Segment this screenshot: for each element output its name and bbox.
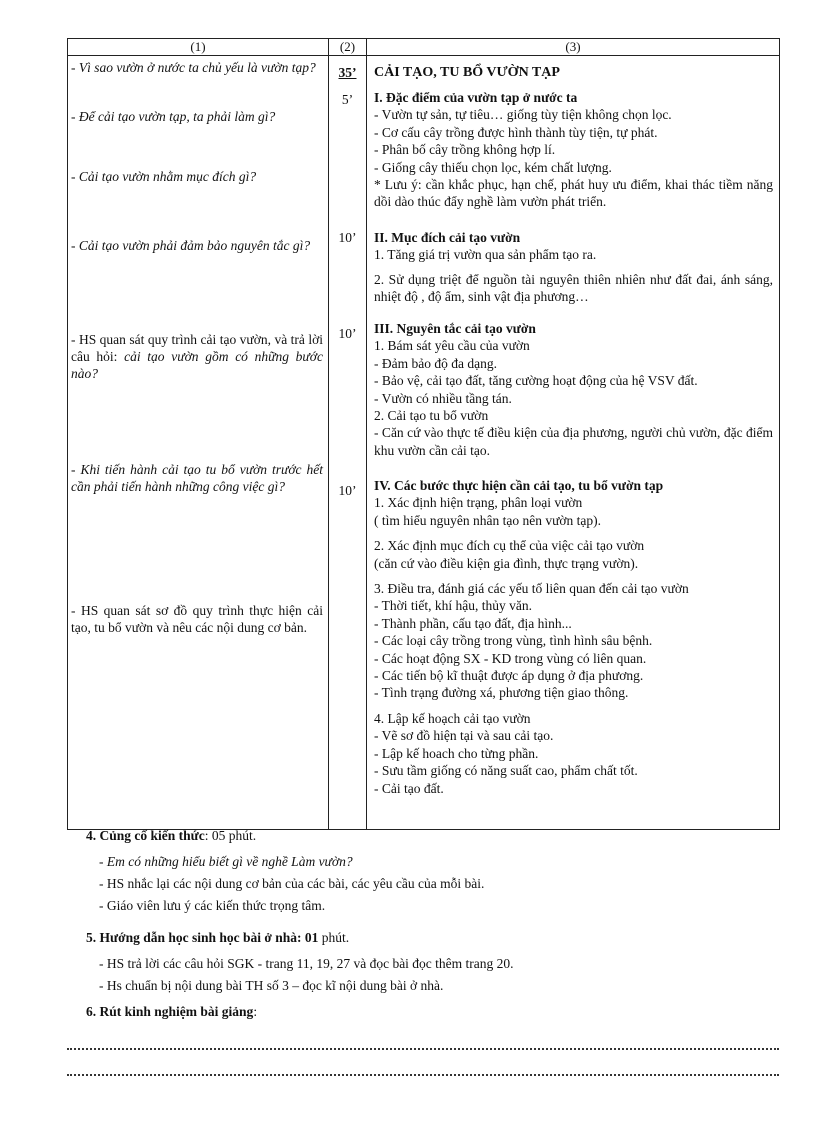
section-3-last: - Căn cứ vào thực tế điều kiện của địa phương, người chủ vườn, đặc điểm khu vườn cần cải tạo. bbox=[374, 425, 773, 458]
step-3-line: - Các hoạt động SX - KD trong vùng có liên quan. bbox=[374, 650, 647, 666]
step-3-line: - Các loại cây trồng trong vùng, tình hình sâu bệnh. bbox=[374, 633, 653, 649]
section-2 bbox=[374, 229, 773, 306]
section-4-heading: IV. Các bước thực hiện cần cải tạo, tu bổ vườn tạp bbox=[374, 478, 664, 493]
question-5 bbox=[71, 331, 323, 382]
question-6: - Khi tiến hành cải tạo tu bổ vườn trước hết cần phải tiến hành những công việc gì? bbox=[71, 462, 323, 494]
reinforcement-heading-bold: 4. Củng cố kiến thức bbox=[86, 828, 205, 843]
section-4 bbox=[374, 477, 773, 797]
step-4-title: 4. Lập kế hoạch cải tạo vườn bbox=[374, 710, 531, 726]
questions-column bbox=[68, 56, 329, 830]
question-3: - Cải tạo vườn nhằm mục đích gì? bbox=[71, 169, 257, 184]
section-3-line: 1. Bám sát yêu cầu của vườn bbox=[374, 338, 530, 354]
step-3-title: 3. Điều tra, đánh giá các yếu tố liên quan đến cải tạo vườn bbox=[374, 581, 689, 597]
section-3-line: - Bảo vệ, cải tạo đất, tăng cường hoạt động của hệ VSV đất. bbox=[374, 373, 698, 389]
total-time: 35’ bbox=[338, 65, 357, 80]
section-1-line: - Vườn tự sản, tự tiêu… giống tùy tiện không chọn lọc. bbox=[374, 107, 672, 123]
reinforcement-heading-time: : 05 phút. bbox=[204, 828, 257, 843]
question-5-italic: cải tạo vườn gồm có những bước nào? bbox=[71, 349, 323, 381]
experience-heading bbox=[86, 1004, 257, 1020]
step-1-title: 1. Xác định hiện trạng, phân loại vườn bbox=[374, 495, 583, 511]
question-4: - Cải tạo vườn phải đảm bảo nguyên tắc gì? bbox=[71, 238, 311, 253]
lesson-title: CẢI TẠO, TU BỔ VƯỜN TẠP bbox=[374, 65, 560, 80]
section-1-line: - Giống cây thiếu chọn lọc, kém chất lượng. bbox=[374, 159, 612, 175]
question-7: - HS quan sát sơ đồ quy trình thực hiện cải tạo, tu bổ vườn và nêu các nội dung cơ bản. bbox=[71, 603, 323, 635]
header-col-2: (2) bbox=[329, 39, 367, 56]
step-4-line: - Sưu tầm giống có năng suất cao, phẩm chất tốt. bbox=[374, 763, 638, 779]
section-2-item-1: 1. Tăng giá trị vườn qua sản phẩm tạo ra. bbox=[374, 247, 597, 263]
step-3-line: - Tình trạng đường xá, phương tiện giao thông. bbox=[374, 685, 629, 701]
section-3-line: 2. Cải tạo tu bổ vườn bbox=[374, 408, 489, 424]
time-column bbox=[329, 56, 367, 830]
header-col-1: (1) bbox=[68, 39, 329, 56]
step-1-detail: ( tìm hiểu nguyên nhân tạo nên vườn tạp). bbox=[374, 512, 602, 528]
question-2: - Để cải tạo vườn tạp, ta phải làm gì? bbox=[71, 109, 276, 124]
step-4-line: - Lập kế hoach cho từng phần. bbox=[374, 745, 539, 761]
section-1-line: - Phân bố cây trồng không hợp lí. bbox=[374, 142, 556, 158]
section-3 bbox=[374, 320, 773, 459]
section-1 bbox=[374, 89, 773, 211]
time-section-1: 5’ bbox=[341, 92, 354, 107]
section-1-note: * Lưu ý: cần khắc phục, hạn chế, phát huy ưu điểm, khai thác tiềm năng dồi dào thúc đẩy nghề làm vườn phát triển. bbox=[374, 177, 773, 210]
homework-heading bbox=[86, 930, 349, 946]
step-4-line: - Cải tạo đất. bbox=[374, 780, 444, 796]
time-section-2: 10’ bbox=[338, 230, 357, 245]
question-1: - Vì sao vườn ở nước ta chủ yếu là vườn tạp? bbox=[71, 60, 316, 75]
content-column bbox=[367, 56, 780, 830]
dotted-line bbox=[67, 1074, 779, 1076]
step-3-line: - Thành phần, cấu tạo đất, địa hình... bbox=[374, 615, 572, 631]
section-1-line: - Cơ cấu cây trồng được hình thành tùy tiện, tự phát. bbox=[374, 124, 658, 140]
step-4-line: - Vẽ sơ đồ hiện tại và sau cải tạo. bbox=[374, 728, 554, 744]
time-section-3: 10’ bbox=[338, 326, 357, 341]
homework-heading-time: phút. bbox=[318, 930, 350, 945]
step-3-line: - Các tiến bộ kĩ thuật được áp dụng ở địa phương. bbox=[374, 668, 644, 684]
content-row bbox=[68, 56, 780, 830]
homework-heading-bold: 5. Hướng dẫn học sinh học bài ở nhà: 01 bbox=[86, 930, 319, 945]
homework-line: - Hs chuẩn bị nội dung bài TH số 3 – đọc kĩ nội dung bài ở nhà. bbox=[99, 978, 444, 993]
lesson-title-block bbox=[374, 64, 773, 81]
section-3-heading: III. Nguyên tắc cải tạo vườn bbox=[374, 321, 536, 336]
experience-heading-bold: 6. Rút kinh nghiệm bài giảng bbox=[86, 1004, 254, 1019]
section-2-heading: II. Mục đích cải tạo vườn bbox=[374, 230, 521, 245]
reinforcement-heading bbox=[86, 828, 256, 844]
experience-heading-colon: : bbox=[253, 1004, 258, 1019]
section-2-item-2: 2. Sử dụng triệt để nguồn tài nguyên thiên nhiên như đất đai, ánh sáng, nhiệt độ , độ ẩm, sinh vật địa phương… bbox=[374, 271, 773, 305]
header-row bbox=[68, 39, 780, 56]
header-col-3: (3) bbox=[367, 39, 780, 56]
reinforcement-line: - Em có những hiểu biết gì về nghề Làm vườn? bbox=[99, 854, 353, 869]
section-3-line: - Vườn có nhiều tầng tán. bbox=[374, 390, 512, 406]
step-2-detail: (căn cứ vào điều kiện gia đình, thực trạng vườn). bbox=[374, 555, 639, 571]
dotted-line bbox=[67, 1048, 779, 1050]
homework-line: - HS trả lời các câu hỏi SGK - trang 11, 19, 27 và đọc bài đọc thêm trang 20. bbox=[99, 956, 514, 971]
section-3-line: - Đảm bảo độ đa dạng. bbox=[374, 355, 497, 371]
lesson-table bbox=[67, 38, 780, 830]
step-2-title: 2. Xác định mục đích cụ thể của việc cải tạo vườn bbox=[374, 538, 645, 554]
reinforcement-line: - Giáo viên lưu ý các kiến thức trọng tâm. bbox=[99, 898, 326, 913]
section-1-heading: I. Đặc điểm của vườn tạp ở nước ta bbox=[374, 90, 578, 105]
reinforcement-line: - HS nhắc lại các nội dung cơ bản của các bài, các yêu cầu của mỗi bài. bbox=[99, 876, 485, 891]
question-5-prefix: - HS quan sát quy trình cải tạo vườn, và trả lời câu hỏi: bbox=[71, 332, 323, 364]
step-3-line: - Thời tiết, khí hậu, thủy văn. bbox=[374, 598, 532, 614]
time-section-4: 10’ bbox=[338, 483, 357, 498]
